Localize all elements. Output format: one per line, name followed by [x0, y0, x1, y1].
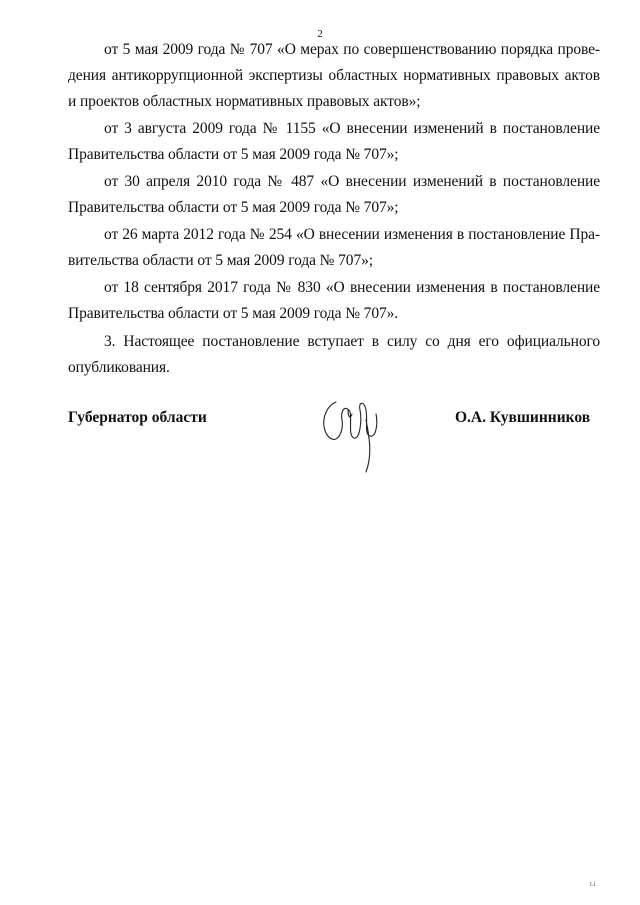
text-line: дения антикоррупционной экспертизы областных нормативных правовых актов	[68, 67, 600, 84]
handwritten-signature	[318, 390, 388, 480]
text-line: опубликования.	[68, 359, 170, 376]
corner-mark: t.i	[590, 880, 596, 888]
text-line: Правительства области от 5 мая 2009 года № 707».	[68, 305, 399, 322]
text-line: 3. Настоящее постановление вступает в силу со дня его официального	[104, 333, 600, 350]
text-line: от 26 марта 2012 года № 254 «О внесении изменения в постановление Пра-	[104, 226, 600, 243]
text-line: от 30 апреля 2010 года № 487 «О внесении изменений в постановление	[104, 173, 600, 190]
text-line: Правительства области от 5 мая 2009 года № 707»;	[68, 199, 399, 216]
page-number: 2	[317, 28, 323, 40]
text-line: Правительства области от 5 мая 2009 года № 707»;	[68, 146, 399, 163]
text-line: от 3 августа 2009 года № 1155 «О внесении изменений в постановление	[104, 120, 600, 137]
text-line: от 5 мая 2009 года № 707 «О мерах по совершенствованию порядка прове-	[104, 41, 600, 58]
text-line: и проектов областных нормативных правовых актов»;	[68, 93, 421, 110]
text-line: вительства области от 5 мая 2009 года № 707»;	[68, 252, 373, 269]
signatory-name: О.А. Кувшинников	[455, 409, 591, 426]
signatory-title: Губернатор области	[68, 409, 207, 426]
text-line: от 18 сентября 2017 года № 830 «О внесении изменения в постановление	[104, 279, 600, 296]
